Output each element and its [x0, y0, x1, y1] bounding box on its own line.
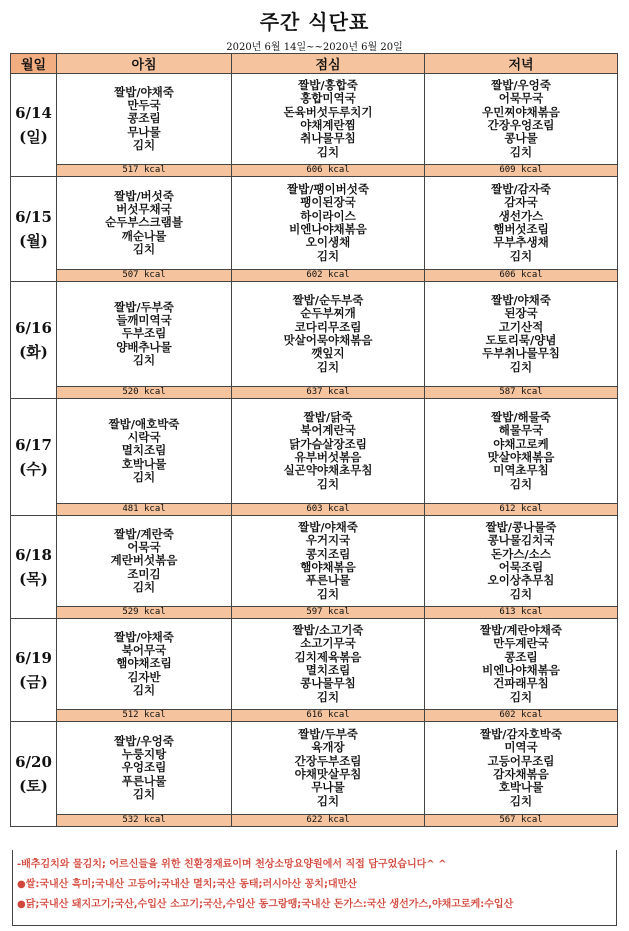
breakfast-item: 푸른나물	[121, 773, 167, 788]
day-cell	[11, 619, 57, 722]
dinner-item: 어묵조림	[498, 560, 544, 574]
dinner-item: 김치	[509, 586, 533, 601]
notes-box	[12, 850, 617, 926]
lunch-item: 김치	[316, 793, 340, 808]
day-weekday: (월)	[19, 232, 48, 250]
breakfast-item: 양배추나물	[116, 339, 172, 354]
dinner-item: 우민찌야채볶음	[482, 104, 560, 119]
kcal-row	[11, 165, 618, 177]
breakfast-item: 김자반	[127, 669, 161, 684]
page-title: 주간 식단표	[259, 10, 370, 34]
dinner-item: 비엔나야채볶음	[482, 663, 560, 677]
day-weekday: (금)	[19, 673, 48, 691]
lunch-item: 김치	[316, 144, 340, 159]
lunch-item: 콩지조림	[305, 546, 351, 561]
dinner-item: 짤밥/콩나물죽	[485, 520, 557, 535]
dinner-item: 김치	[509, 359, 533, 374]
lunch-item: 오이생채	[305, 235, 351, 250]
lunch-item: 햄야채볶음	[300, 560, 356, 574]
kcal-value: 602 kcal	[232, 270, 425, 282]
lunch-item: 콩나물무침	[300, 676, 356, 691]
lunch-cell	[232, 516, 425, 607]
menu-table	[10, 53, 618, 827]
breakfast-item: 누룽지탕	[121, 747, 167, 762]
dinner-item: 김치	[509, 476, 533, 491]
day-date: 6/16	[15, 319, 52, 337]
breakfast-item: 버섯무채국	[116, 202, 172, 217]
breakfast-item: 호박나물	[121, 456, 167, 471]
kcal-value: 567 kcal	[425, 815, 618, 827]
day-row	[11, 282, 618, 387]
header-day: 월일	[11, 54, 57, 74]
kcal-value: 507 kcal	[57, 270, 232, 282]
lunch-item: 취나물무침	[300, 131, 356, 146]
kcal-value: 532 kcal	[57, 815, 232, 827]
lunch-cell	[232, 177, 425, 270]
lunch-item: 무나물	[311, 780, 345, 795]
lunch-cell	[232, 282, 425, 387]
lunch-item: 코다리무조림	[294, 319, 362, 334]
kcal-value: 520 kcal	[57, 387, 232, 399]
lunch-item: 팽이된장국	[300, 195, 356, 210]
dinner-item: 호박나물	[498, 780, 544, 795]
dinner-item: 짤밥/감자호박죽	[480, 727, 562, 742]
breakfast-item: 순두부스크램블	[105, 215, 183, 230]
breakfast-cell	[57, 399, 232, 504]
breakfast-item: 시락국	[127, 430, 161, 445]
day-row	[11, 74, 618, 165]
lunch-item: 돈육버섯두루치기	[283, 104, 373, 119]
lunch-item: 짤밥/홍합죽	[298, 78, 358, 93]
breakfast-item: 깨순나물	[121, 228, 167, 243]
day-date: 6/19	[15, 649, 52, 667]
kcal-value: 637 kcal	[232, 387, 425, 399]
lunch-item: 북어계란국	[300, 423, 356, 438]
day-cell	[11, 74, 57, 177]
breakfast-item: 짤밥/버섯죽	[114, 188, 174, 203]
lunch-item: 홍합미역국	[300, 91, 356, 106]
dinner-item: 야채고로케	[493, 436, 549, 451]
kcal-row	[11, 270, 618, 282]
kcal-row	[11, 504, 618, 516]
dinner-item: 고기산적	[498, 319, 544, 334]
dinner-item: 햄버섯조림	[493, 222, 549, 236]
breakfast-item: 들깨미역국	[116, 313, 172, 328]
breakfast-item: 무나물	[127, 124, 161, 139]
lunch-item: 김치제육볶음	[294, 649, 362, 664]
kcal-row	[11, 607, 618, 619]
dinner-item: 김치	[509, 793, 533, 808]
lunch-item: 김치	[316, 359, 340, 374]
dinner-cell	[425, 74, 618, 165]
dinner-cell	[425, 177, 618, 270]
breakfast-item: 계란버섯볶음	[110, 553, 178, 568]
dinner-cell	[425, 399, 618, 504]
day-date: 6/15	[15, 208, 52, 226]
day-row	[11, 516, 618, 607]
kcal-row	[11, 387, 618, 399]
breakfast-item: 북어무국	[121, 643, 167, 658]
lunch-item: 짤밥/두부죽	[298, 727, 358, 742]
day-row	[11, 722, 618, 815]
day-cell	[11, 516, 57, 619]
header-lunch: 점심	[232, 54, 425, 74]
day-cell	[11, 282, 57, 399]
lunch-item: 비엔나야채볶음	[289, 222, 367, 236]
lunch-item: 닭가슴살장조림	[289, 436, 367, 451]
lunch-item: 실곤약야채초무침	[283, 463, 373, 478]
breakfast-item: 짤밥/두부죽	[114, 299, 174, 314]
day-cell	[11, 722, 57, 827]
day-row	[11, 399, 618, 504]
kcal-value: 597 kcal	[232, 607, 425, 619]
breakfast-item: 짤밥/야채죽	[114, 629, 174, 644]
lunch-item: 김치	[316, 689, 340, 704]
lunch-item: 짤밥/닭죽	[303, 410, 353, 425]
dinner-item: 해물무국	[498, 423, 544, 438]
dinner-item: 콩나물김치국	[487, 533, 555, 548]
day-weekday: (목)	[19, 570, 48, 588]
dinner-item: 건파래무침	[493, 676, 549, 691]
lunch-cell	[232, 722, 425, 815]
day-weekday: (화)	[19, 343, 48, 361]
dinner-item: 짤밥/감자죽	[491, 182, 551, 197]
dinner-item: 미역초무침	[493, 463, 549, 478]
header-dinner: 저녁	[425, 54, 618, 74]
lunch-item: 야채맛살무침	[294, 767, 362, 781]
kcal-value: 606 kcal	[425, 270, 618, 282]
breakfast-cell	[57, 74, 232, 165]
lunch-item: 푸른나물	[305, 573, 351, 588]
lunch-item: 하이라이스	[300, 208, 356, 223]
lunch-item: 멸치조림	[305, 663, 351, 677]
kcal-value: 481 kcal	[57, 504, 232, 516]
kcal-value: 512 kcal	[57, 710, 232, 722]
lunch-item: 짤밥/순두부죽	[292, 293, 364, 308]
day-row	[11, 177, 618, 270]
breakfast-item: 두부조림	[121, 326, 167, 341]
header-row	[11, 54, 618, 74]
note-origin-1: ●쌀:국내산 흑미;국내산 고등어;국내산 멸치;국산 동태;러시아산 꽁치;대만산	[17, 879, 357, 890]
breakfast-item: 조미김	[127, 566, 161, 581]
day-weekday: (토)	[19, 777, 48, 795]
dinner-item: 고등어무조림	[487, 753, 555, 768]
lunch-cell	[232, 619, 425, 710]
kcal-value: 517 kcal	[57, 165, 232, 177]
breakfast-item: 김치	[132, 786, 156, 801]
day-date: 6/20	[15, 753, 52, 771]
breakfast-cell	[57, 619, 232, 710]
dinner-item: 생선가스	[498, 208, 544, 223]
dinner-item: 짤밥/우엉죽	[491, 78, 551, 93]
breakfast-item: 김치	[132, 469, 156, 484]
breakfast-item: 짤밥/야채죽	[114, 84, 174, 99]
dinner-item: 도토리묵/양념	[485, 333, 557, 347]
day-cell	[11, 177, 57, 282]
breakfast-item: 만두국	[127, 98, 161, 113]
kcal-row	[11, 710, 618, 722]
breakfast-item: 짤밥/계란죽	[114, 526, 174, 541]
kcal-value: 529 kcal	[57, 607, 232, 619]
dinner-item: 콩나물	[504, 131, 538, 146]
breakfast-item: 멸치조림	[121, 443, 167, 458]
dinner-item: 미역국	[504, 740, 538, 755]
breakfast-item: 우엉조림	[121, 760, 167, 775]
breakfast-item: 짤밥/우엉죽	[114, 733, 174, 748]
kcal-value: 622 kcal	[232, 815, 425, 827]
lunch-item: 야채계란찜	[300, 118, 356, 132]
breakfast-item: 김치	[132, 241, 156, 256]
kcal-value: 606 kcal	[232, 165, 425, 177]
lunch-item: 우거지국	[305, 533, 351, 548]
lunch-item: 맛살어묵야채볶음	[283, 333, 373, 347]
kcal-value: 609 kcal	[425, 165, 618, 177]
dinner-item: 오이상추무침	[487, 573, 555, 588]
dinner-cell	[425, 282, 618, 387]
header-breakfast: 아침	[57, 54, 232, 74]
dinner-item: 김치	[509, 689, 533, 704]
day-weekday: (일)	[19, 128, 48, 146]
breakfast-cell	[57, 722, 232, 815]
lunch-item: 유부버섯볶음	[294, 450, 362, 464]
lunch-item: 김치	[316, 248, 340, 263]
dinner-cell	[425, 619, 618, 710]
lunch-item: 김치	[316, 476, 340, 491]
lunch-cell	[232, 74, 425, 165]
lunch-item: 소고기무국	[300, 636, 356, 651]
dinner-item: 무부추생채	[493, 235, 549, 250]
dinner-item: 짤밥/계란야채죽	[480, 623, 562, 638]
note-origin-2: ●닭;국내산 돼지고기;국산,수입산 소고기;국산,수입산 동그랑땡;국내산 돈가스:국산 생선가스,야채고로케:수입산	[17, 899, 514, 910]
dinner-item: 맛살야채볶음	[487, 450, 555, 464]
day-date: 6/14	[15, 104, 52, 122]
kcal-value: 616 kcal	[232, 710, 425, 722]
dinner-item: 콩조림	[504, 649, 538, 664]
dinner-item: 어묵무국	[498, 91, 544, 106]
lunch-item: 김치	[316, 586, 340, 601]
dinner-item: 감자국	[504, 195, 538, 210]
dinner-cell	[425, 516, 618, 607]
dinner-item: 감자채볶음	[493, 767, 549, 781]
date-range: 2020년 6월 14일~~2020년 6월 20일	[226, 42, 403, 53]
breakfast-item: 김치	[132, 352, 156, 367]
dinner-item: 두부취나물무침	[482, 346, 560, 361]
dinner-item: 김치	[509, 248, 533, 263]
breakfast-cell	[57, 516, 232, 607]
lunch-item: 간장두부조림	[294, 753, 362, 768]
lunch-item: 짤밥/소고기죽	[292, 623, 364, 638]
dinner-item: 김치	[509, 144, 533, 159]
dinner-cell	[425, 722, 618, 815]
day-weekday: (수)	[19, 460, 48, 478]
kcal-value: 602 kcal	[425, 710, 618, 722]
lunch-item: 순두부찌개	[300, 306, 356, 321]
kcal-value: 612 kcal	[425, 504, 618, 516]
breakfast-item: 짤밥/애호박죽	[108, 416, 180, 431]
breakfast-item: 김치	[132, 137, 156, 152]
dinner-item: 돈가스/소스	[491, 546, 551, 561]
kcal-value: 603 kcal	[232, 504, 425, 516]
day-date: 6/18	[15, 546, 52, 564]
dinner-item: 만두계란국	[493, 636, 549, 651]
kcal-value: 587 kcal	[425, 387, 618, 399]
day-cell	[11, 399, 57, 516]
breakfast-item: 콩조림	[127, 111, 161, 126]
dinner-item: 짤밥/야채죽	[491, 293, 551, 308]
lunch-item: 육개장	[311, 740, 345, 755]
lunch-cell	[232, 399, 425, 504]
breakfast-cell	[57, 177, 232, 270]
lunch-item: 짤밥/야채죽	[298, 520, 358, 535]
day-row	[11, 619, 618, 710]
lunch-item: 깻잎지	[311, 346, 345, 361]
note-kimchi: -배추김치와 물김치; 어르신들을 위한 친환경재료이며 천상소망요양원에서 직접 담구었습니다^ ^	[17, 859, 447, 870]
lunch-item: 짤밥/팽이버섯죽	[287, 182, 369, 197]
day-date: 6/17	[15, 436, 52, 454]
breakfast-item: 김치	[132, 579, 156, 594]
breakfast-item: 햄야채조림	[116, 656, 172, 671]
kcal-value: 613 kcal	[425, 607, 618, 619]
breakfast-item: 김치	[132, 682, 156, 697]
dinner-item: 된장국	[504, 306, 538, 321]
dinner-item: 짤밥/해물죽	[491, 410, 551, 425]
breakfast-item: 어묵국	[127, 540, 161, 555]
breakfast-cell	[57, 282, 232, 387]
dinner-item: 간장우엉조림	[487, 118, 555, 132]
kcal-row	[11, 815, 618, 827]
